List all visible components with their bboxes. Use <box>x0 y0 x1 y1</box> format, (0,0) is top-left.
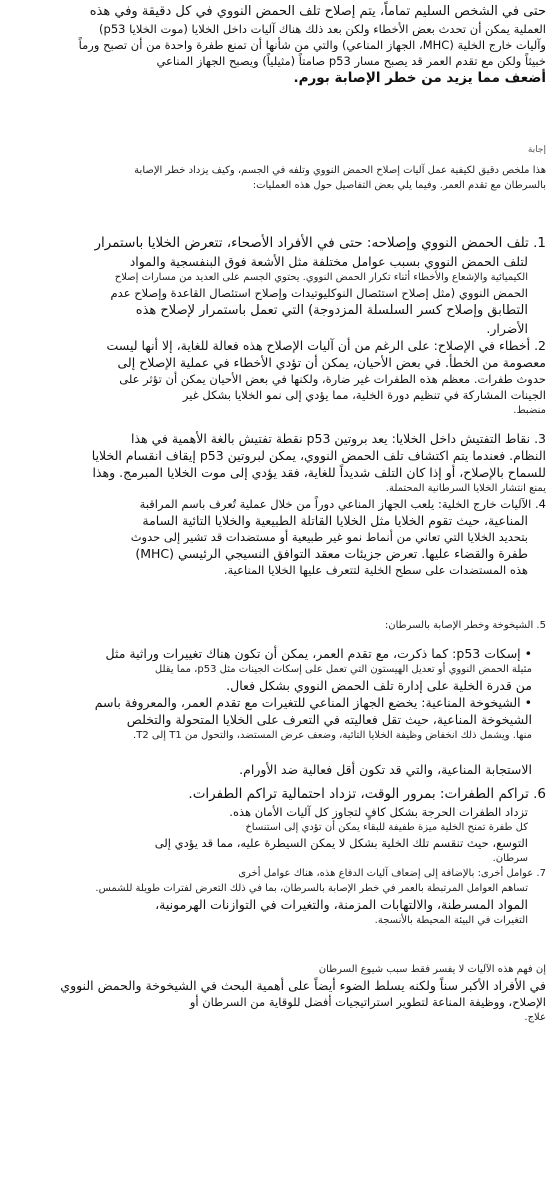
bullet-line: منها. ويشمل ذلك انخفاض وظيفة الخلايا التائية، وضعف عرض المستضد، والتحول من T1 إلى T2. <box>133 730 532 741</box>
summary-paragraph <box>6 163 546 193</box>
conclusion-line: إن فهم هذه الآليات لا يفسر فقط سبب شيوع السرطان <box>318 964 546 975</box>
summary-line: هذا ملخص دقيق لكيفية عمل آليات إصلاح الحمض النووي وتلفه في الجسم، وكيف يزداد خطر الإصابة <box>134 165 546 176</box>
section-line: تساهم العوامل المرتبطة بالعمر في خطر الإصابة بالسرطان، بما في ذلك التعرض لفترات طويلة للشمس. <box>95 883 528 894</box>
intro-line: خبيثاً ولكن مع تقدم العمر قد يصبح مسار p53 صامتاً (مثيلياً) ويصبح الجهاز المناعي <box>156 54 546 68</box>
section-heading: 7. عوامل أخرى: بالإضافة إلى إضعاف آليات الدفاع هذه، هناك عوامل أخرى <box>238 868 546 879</box>
intro-line: وآليات خارج الخلية (MHC، الجهاز المناعي) والتي من شأنها أن تمنع طفرة واحدة من أن تصبح ورماً <box>78 38 546 52</box>
section-2 <box>6 337 546 418</box>
section-line: لتلف الحمض النووي بسبب عوامل مختلفة مثل الأشعة فوق البنفسجية والمواد <box>129 254 528 269</box>
section-line: تزداد الطفرات الحرجة بشكل كافٍ لتجاوز كل آليات الأمان هذه. <box>229 805 528 819</box>
section-line: الحمض النووي (مثل إصلاح استئصال النوكليوتيدات وإصلاح استئصال القاعدة وإصلاح عدم <box>110 286 528 300</box>
section-heading: 2. أخطاء في الإصلاح: على الرغم من أن آليات الإصلاح هذه فعالة للغاية، إلا أنها ليست <box>106 338 546 353</box>
section-line: يمنع انتشار الخلايا السرطانية المحتملة. <box>385 483 546 494</box>
bullet-line: مثيلة الحمض النووي أو تعديل الهيستون التي تعمل على إسكات الجينات مثل p53، مما يقلل <box>154 664 532 675</box>
section-line: سرطان. <box>492 853 528 864</box>
section-line: الجينات المشاركة في تنظيم دورة الخلية، مما يؤدي إلى نمو الخلايا بشكل غير <box>182 388 546 402</box>
section-line: هذه المستضدات على سطح الخلية لتتعرف عليها الخلايا المناعية. <box>223 563 528 577</box>
section-line: حدوث طفرات. معظم هذه الطفرات غير ضارة، ولكنها في بعض الأحيان يمكن أن تؤثر على <box>119 372 546 386</box>
section-6 <box>6 784 546 866</box>
summary-line: بالسرطان مع تقدم العمر. وفيما يلي بعض التفاصيل حول هذه العمليات: <box>252 180 546 191</box>
section-3 <box>6 430 546 496</box>
bullet-line: • الشيخوخة المناعية: يخضع الجهاز المناعي للتغيرات مع تقدم العمر، والمعروفة باسم <box>94 695 532 710</box>
intro-line: العملية يمكن أن تحدث بعض الأخطاء ولكن بعد ذلك هناك آليات داخل الخلايا (موت الخلايا p53) <box>99 22 546 36</box>
section-line: التوسع، حيث تنقسم تلك الخلية بشكل لا يمكن السيطرة عليه، مما قد يؤدي إلى <box>154 836 528 850</box>
section-heading: 1. تلف الحمض النووي وإصلاحه: حتى في الأفراد الأصحاء، تتعرض الخلايا باستمرار <box>94 235 546 251</box>
section-heading: 3. نقاط التفتيش داخل الخلايا: يعد بروتين p53 نقطة تفتيش بالغة الأهمية في هذا <box>130 431 546 446</box>
section-line: منضبط. <box>513 405 546 416</box>
intro-line: حتى في الشخص السليم تماماً، يتم إصلاح تلف الحمض النووي في كل دقيقة وفي هذه <box>89 4 546 19</box>
section-4 <box>6 496 546 578</box>
conclusion-line: الإصلاح، ووظيفة المناعة لتطوير استراتيجيات أفضل للوقاية من السرطان أو <box>189 995 546 1009</box>
section-line: التطابق وإصلاح كسر السلسلة المزدوجة) التي تعمل باستمرار لإصلاح هذه <box>135 303 528 318</box>
section-heading: 5. الشيخوخة وخطر الإصابة بالسرطان: <box>384 620 546 631</box>
section-7 <box>6 866 546 928</box>
section-heading: 6. تراكم الطفرات: بمرور الوقت، تزداد احتمالية تراكم الطفرات. <box>188 786 546 802</box>
bullet-p53-silencing <box>6 645 546 694</box>
section-line: الكيميائية والإشعاع والأخطاء أثناء تكرار الحمض النووي. يحتوي الجسم على العديد من مسارات إصلاح <box>114 272 528 283</box>
section-1 <box>6 233 546 337</box>
conclusion-paragraph <box>6 962 546 1025</box>
section-line: طفرة والقضاء عليها. تعرض جزيئات معقد التوافق النسيجي الرئيسي (MHC) <box>135 546 528 561</box>
section-line: النظام. فعندما يتم اكتشاف تلف الحمض النووي، يمكن لبروتين p53 إيقاف انقسام الخلايا <box>91 448 546 463</box>
section-line: المواد المسرطنة، والالتهابات المزمنة، والتغيرات في التوازنات الهرمونية، <box>155 897 528 912</box>
answer-label: إجابة <box>527 145 546 155</box>
section-line: الأضرار. <box>486 321 528 336</box>
section-line: المناعية، حيث تقوم الخلايا مثل الخلايا القاتلة الطبيعية والخلايا التائية السامة <box>142 513 528 528</box>
conclusion-line: علاج. <box>524 1012 546 1023</box>
bullet-immunosenescence <box>6 694 546 778</box>
section-line: معصومة من الخطأ. في بعض الأحيان، يمكن أن تؤدي الأخطاء في عملية الإصلاح إلى <box>117 355 546 370</box>
bullet-line: من قدرة الخلية على إدارة تلف الحمض النووي بشكل فعال. <box>226 678 532 693</box>
section-heading: 4. الآليات خارج الخلية: يلعب الجهاز المناعي دوراً من خلال عملية تُعرف باسم المراقبة <box>139 497 546 511</box>
bullet-line: • إسكات p53: كما ذكرت، مع تقدم العمر، يمكن أن تكون هناك تغييرات وراثية مثل <box>105 646 532 661</box>
intro-closing: أضعف مما يزيد من خطر الإصابة بورم. <box>293 70 546 86</box>
section-line: التغيرات في البيئة المحيطة بالأنسجة. <box>374 915 528 926</box>
conclusion-line: في الأفراد الأكبر سناً ولكنه يسلط الضوء أيضاً على أهمية البحث في الشيخوخة والحمض النووي <box>60 978 546 993</box>
section-line: كل طفرة تمنح الخلية ميزة طفيفة للبقاء يمكن أن تؤدي إلى استنساخ <box>245 822 528 833</box>
bullet-line: الاستجابة المناعية، والتي قد تكون أقل فعالية ضد الأورام. <box>239 762 532 777</box>
section-5 <box>6 618 546 778</box>
section-line: بتحديد الخلايا التي تعاني من أنماط نمو غير طبيعية أو مستضدات قد تشير إلى حدوث <box>130 530 528 544</box>
bullet-line: الشيخوخة المناعية، حيث تقل فعاليته في التعرف على الخلايا المتحولة والتخلص <box>126 712 532 727</box>
section-line: للسماح بالإصلاح، أو إذا كان التلف شديداً للغاية، فقد يؤدي إلى موت الخلايا المبرمج. وهذا <box>92 465 546 480</box>
intro-paragraph <box>6 2 546 88</box>
